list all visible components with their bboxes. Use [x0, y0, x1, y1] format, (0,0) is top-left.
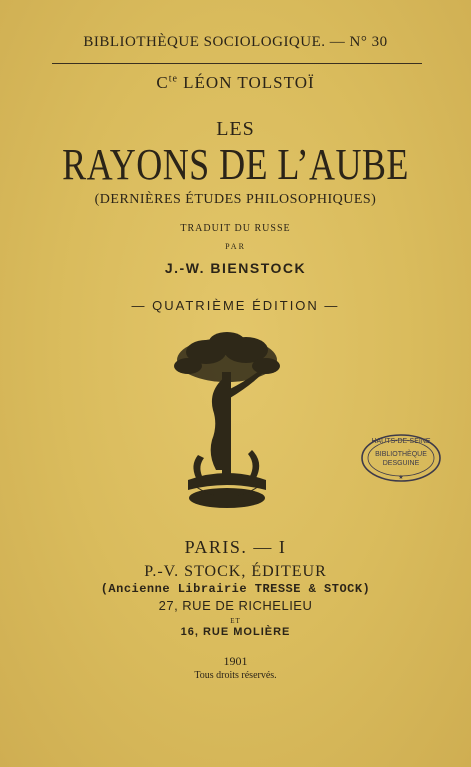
author-title: C	[156, 73, 169, 92]
series-heading: BIBLIOTHÈQUE SOCIOLOGIQUE. — N° 30	[83, 34, 388, 50]
stamp-line-3: DESGUINE	[382, 460, 420, 467]
stamp-line-1: HAUTS-DE-SEINE	[371, 438, 431, 445]
title-article: LES	[216, 118, 255, 140]
imprint-year: 1901	[223, 654, 248, 668]
imprint-publisher: P.-V. STOCK, ÉDITEUR	[144, 563, 327, 580]
stamp-line-2: BIBLIOTHÈQUE	[375, 451, 427, 458]
imprint-address-1: 27, RUE DE RICHELIEU	[158, 598, 313, 613]
svg-text:★: ★	[398, 475, 404, 481]
library-stamp-icon	[360, 433, 442, 483]
author-title-sup: te	[168, 73, 178, 85]
tree-woman-emblem-icon	[168, 330, 286, 518]
imprint-rights: Tous droits réservés.	[194, 670, 277, 681]
author-name: LÉON TOLSTOÏ	[177, 73, 315, 92]
edition-line: — QUATRIÈME ÉDITION —	[131, 298, 340, 313]
translator-name: J.-W. BIENSTOCK	[164, 260, 307, 276]
author-line	[0, 73, 471, 93]
imprint-address-2: 16, RUE MOLIÈRE	[180, 626, 291, 638]
translation-by: PAR	[225, 242, 246, 251]
translation-note: TRADUIT DU RUSSE	[180, 223, 291, 234]
book-subtitle: (DERNIÈRES ÉTUDES PHILOSOPHIQUES)	[94, 192, 377, 207]
book-title: RAYONS DE L’AUBE	[62, 140, 409, 189]
imprint-former-name: (Ancienne Librairie TRESSE & STOCK)	[100, 582, 371, 596]
header-rule	[52, 63, 422, 64]
imprint-city: PARIS. — I	[184, 537, 287, 557]
imprint-and: ET	[230, 617, 241, 625]
